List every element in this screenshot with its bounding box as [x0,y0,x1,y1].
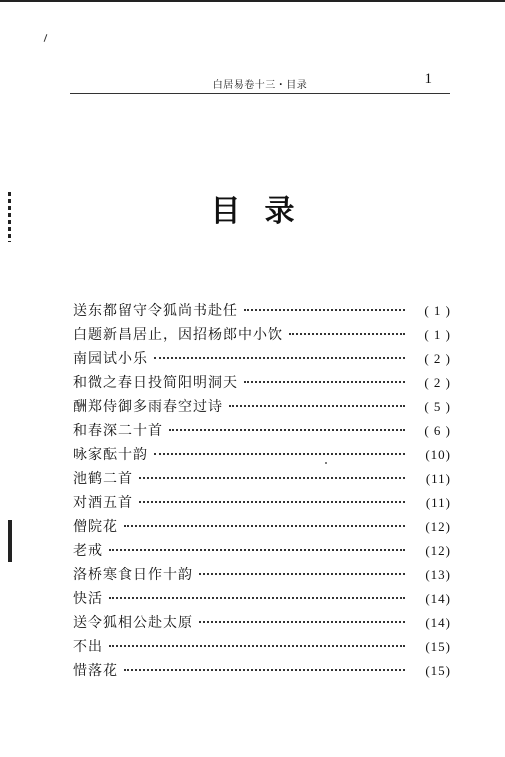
dot-leader [139,477,405,479]
dot-leader [154,453,405,455]
binding-mark [8,520,12,562]
dot-leader [244,381,405,383]
toc-entry [73,540,451,564]
toc-entry-title: 池鹤二首 [73,471,133,487]
dot-leader [289,333,405,335]
toc-entry-page: (13) [425,567,451,582]
dot-leader [109,645,405,647]
toc-entry-page: ( 1 ) [424,303,451,318]
dot-leader [154,357,405,359]
toc-entry-page: ( 2 ) [424,375,451,390]
toc-entry [73,348,451,372]
dot-leader [139,501,405,503]
page-number: 1 [424,71,432,87]
toc-entry-page: ( 5 ) [424,399,451,414]
toc-entry [73,588,451,612]
dot-leader [229,405,405,407]
toc-entry-title: 酬郑侍御多雨春空过诗 [73,399,223,415]
toc-entry-title: 洛桥寒食日作十韵 [73,567,193,583]
toc-entry-page: (14) [425,615,451,630]
toc-entry [73,372,451,396]
toc-entry [73,300,451,324]
dot-leader [109,597,405,599]
toc-entry-title: 不出 [73,639,103,655]
toc-entry-page: (12) [425,543,451,558]
running-head-title: 白居易卷十三・目录 [212,80,308,91]
toc-entry [73,444,451,468]
toc-entry-page: (12) [425,519,451,534]
toc-entry-title: 老戒 [73,543,103,559]
toc-entry-title: 和微之春日投简阳明洞天 [73,375,238,391]
toc-entry [73,468,451,492]
dot-leader [199,573,405,575]
toc-entry [73,396,451,420]
dot-leader [199,621,405,623]
toc-entry [73,660,451,684]
toc-entry-page: (14) [425,591,451,606]
dot-leader [109,549,405,551]
running-head [70,73,450,94]
toc-entry [73,420,451,444]
dot-leader [244,309,405,311]
toc-entry [73,636,451,660]
toc-entry-title: 南园试小乐 [73,351,148,367]
toc-entry [73,324,451,348]
toc-entry-title: 快活 [73,591,103,607]
toc-entry-title: 惜落花 [73,663,118,679]
toc-entry-page: ( 2 ) [424,351,451,366]
toc-entry-page: ( 6 ) [424,423,451,438]
toc-entry-title: 送东都留守令狐尚书赴任 [73,303,238,319]
toc-entry-title: 送令狐相公赴太原 [73,615,193,631]
toc-entry-page: (10) [425,447,451,462]
toc-entry-page: ( 1 ) [424,327,451,342]
page-title: 目录 [210,194,319,229]
toc-entry-title: 僧院花 [73,519,118,535]
toc-entry [73,564,451,588]
toc-entry [73,612,451,636]
toc-entry [73,492,451,516]
toc-entry-title: 白题新昌居止，因招杨郎中小饮 [73,327,283,343]
toc-entry-page: (15) [425,663,451,678]
toc-entry-title: 咏家酝十韵 [73,447,148,463]
toc-entry-title: 和春深二十首 [73,423,163,439]
top-rule [0,0,505,2]
toc-entry-title: 对酒五首 [73,495,133,511]
toc-entry-page: (15) [425,639,451,654]
dot-leader [169,429,405,431]
dot-leader [124,525,405,527]
pen-mark [44,34,48,42]
table-of-contents [73,300,451,684]
dot-leader [124,669,405,671]
toc-entry-page: (11) [425,471,451,486]
toc-entry-page: (11) [425,495,451,510]
toc-entry [73,516,451,540]
